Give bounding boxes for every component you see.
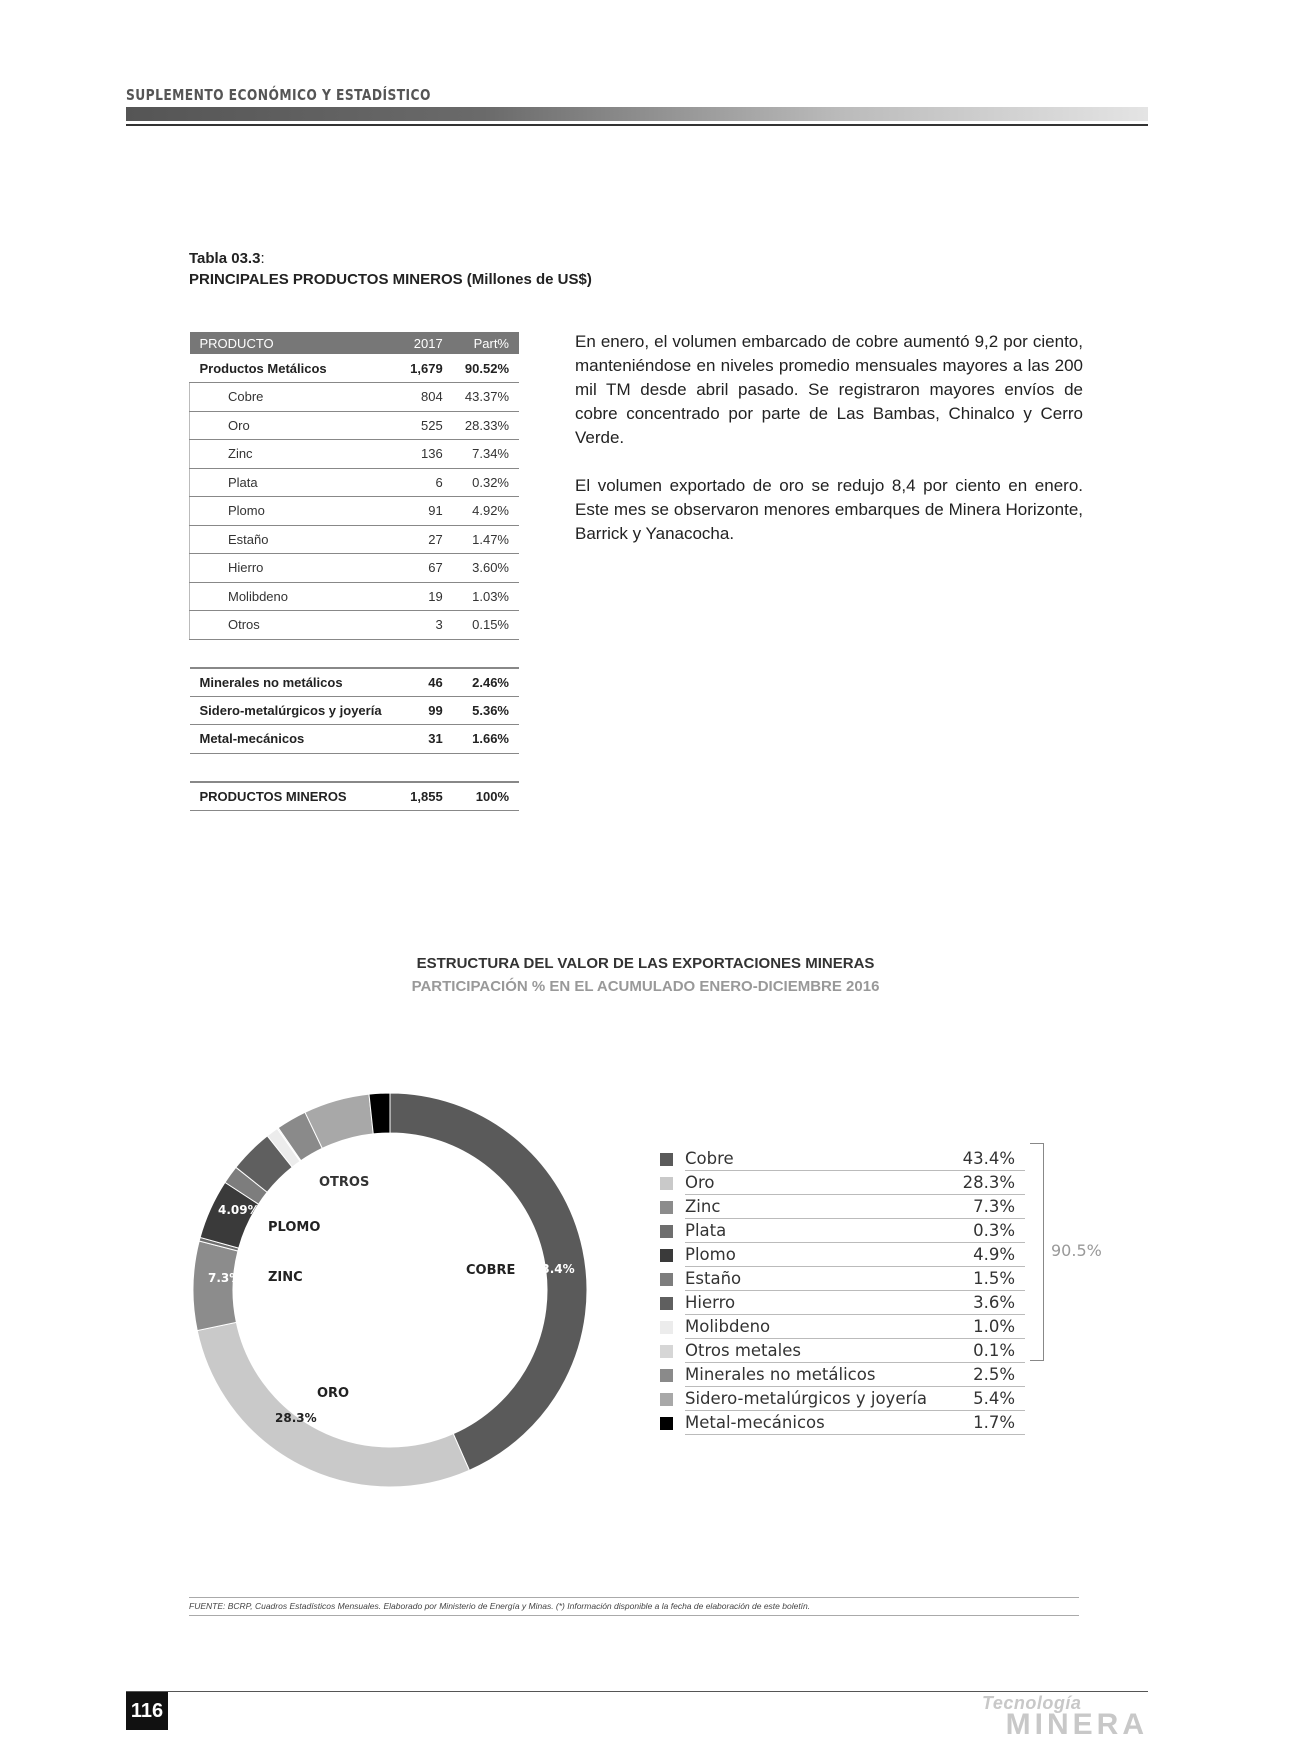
chart-title: ESTRUCTURA DEL VALOR DE LAS EXPORTACIONES MINERAS (416, 955, 875, 972)
table-row: Hierro 67 3.60% (190, 554, 520, 583)
col-header-year: 2017 (398, 332, 452, 354)
legend-item (660, 1315, 1025, 1339)
table-row: Plata 6 0.32% (190, 468, 520, 497)
page-number: 116 (126, 1692, 168, 1730)
source-footnote: FUENTE: BCRP, Cuadros Estadísticos Mensuales. Elaborado por Ministerio de Energía y Minas. (*) Información disponible a la fecha de elaboración de este boletín. (189, 1597, 1079, 1616)
legend-item (660, 1291, 1025, 1315)
legend-label: Metal-mecánicos (685, 1411, 1025, 1435)
table-row: Metal-mecánicos 31 1.66% (190, 725, 520, 754)
legend-label: Hierro (685, 1291, 1025, 1315)
footer-rule (126, 1691, 1148, 1692)
legend-label: Zinc (685, 1195, 1025, 1219)
table-row: Estaño 27 1.47% (190, 525, 520, 554)
legend-value: 4.9% (973, 1245, 1015, 1264)
col-header-part: Part% (453, 332, 519, 354)
legend-value: 0.1% (973, 1341, 1015, 1360)
table-row: Productos Metálicos 1,679 90.52% (190, 354, 520, 383)
donut-label-plomo-pct: 4.09% (218, 1203, 260, 1217)
legend-swatch (660, 1225, 673, 1238)
legend-swatch (660, 1177, 673, 1190)
legend-swatch (660, 1393, 673, 1406)
donut-slice-metal-mec-nicos (369, 1093, 390, 1134)
legend-label: Molibdeno (685, 1315, 1025, 1339)
donut-slice-oro (197, 1322, 469, 1487)
table-header-row (190, 332, 520, 354)
donut-label-oro: ORO (317, 1386, 350, 1401)
table-row: Molibdeno 19 1.03% (190, 582, 520, 611)
legend-value: 28.3% (962, 1173, 1015, 1192)
table-row: Oro 525 28.33% (190, 411, 520, 440)
table-row: Minerales no metálicos 46 2.46% (190, 668, 520, 697)
metals-bracket-label: 90.5% (1051, 1241, 1102, 1260)
legend-value: 7.3% (973, 1197, 1015, 1216)
legend-value: 1.5% (973, 1269, 1015, 1288)
legend-swatch (660, 1369, 673, 1382)
chart-subtitle: PARTICIPACIÓN % EN EL ACUMULADO ENERO-DICIEMBRE 2016 (411, 978, 880, 995)
header-rule (126, 124, 1148, 126)
legend-value: 1.7% (973, 1413, 1015, 1432)
donut-label-oro-pct: 28.3% (275, 1411, 317, 1425)
donut-label-cobre-pct: 43.4% (533, 1262, 575, 1276)
legend-value: 2.5% (973, 1365, 1015, 1384)
legend-label: Plata (685, 1219, 1025, 1243)
donut-slice-cobre (390, 1093, 587, 1470)
legend-item (660, 1267, 1025, 1291)
table-total-row: PRODUCTOS MINEROS 1,855 100% (190, 782, 520, 811)
legend-value: 1.0% (973, 1317, 1015, 1336)
table-spacer-row (190, 639, 520, 668)
legend-item (660, 1387, 1025, 1411)
legend-item (660, 1411, 1025, 1435)
donut-label-cobre: COBRE (466, 1263, 516, 1278)
table-label-suffix: : (260, 250, 265, 267)
legend-swatch (660, 1297, 673, 1310)
legend-swatch (660, 1249, 673, 1262)
donut-label-zinc-pct: 7.3% (208, 1271, 242, 1285)
chart-legend (660, 1147, 1025, 1435)
donut-label-plomo: PLOMO (268, 1220, 321, 1235)
legend-label: Sidero-metalúrgicos y joyería (685, 1387, 1025, 1411)
table-row: Sidero-metalúrgicos y joyería 99 5.36% (190, 696, 520, 725)
body-text (575, 330, 1083, 570)
legend-swatch (660, 1417, 673, 1430)
legend-label: Plomo (685, 1243, 1025, 1267)
donut-chart (190, 1090, 590, 1490)
metals-bracket (1030, 1143, 1044, 1361)
page-header-title: SUPLEMENTO ECONÓMICO Y ESTADÍSTICO (126, 86, 431, 104)
legend-value: 0.3% (973, 1221, 1015, 1240)
legend-item (660, 1243, 1025, 1267)
legend-swatch (660, 1201, 673, 1214)
table-row: Otros 3 0.15% (190, 611, 520, 640)
legend-label: Minerales no metálicos (685, 1363, 1025, 1387)
legend-value: 3.6% (973, 1293, 1015, 1312)
header-gradient-bar (126, 107, 1148, 121)
donut-label-zinc: ZINC (268, 1270, 303, 1285)
legend-swatch (660, 1345, 673, 1358)
table-row: Cobre 804 43.37% (190, 383, 520, 412)
table-label: Tabla 03.3 (189, 250, 261, 267)
legend-label: Cobre (685, 1147, 1025, 1171)
legend-value: 5.4% (973, 1389, 1015, 1408)
table-row: Plomo 91 4.92% (190, 497, 520, 526)
legend-value: 43.4% (962, 1149, 1015, 1168)
paragraph-copper: En enero, el volumen embarcado de cobre aumentó 9,2 por ciento, manteniéndose en niveles promedio mensuales mayores a las 200 mil TM desde abril pasado. Se registraron mayores envíos de cobre concentrado por parte de Las Bambas, Chinalco y Cerro Verde. (575, 332, 1083, 447)
legend-item (660, 1363, 1025, 1387)
donut-label-otros: OTROS (319, 1175, 370, 1190)
table-spacer-row (190, 753, 520, 782)
table-row: Zinc 136 7.34% (190, 440, 520, 469)
legend-item (660, 1171, 1025, 1195)
legend-swatch (660, 1273, 673, 1286)
paragraph-gold: El volumen exportado de oro se redujo 8,4 por ciento en enero. Este mes se observaron menores embarques de Minera Horizonte, Barrick y Yanacocha. (575, 476, 1083, 543)
brand-logo (982, 1694, 1148, 1740)
legend-swatch (660, 1321, 673, 1334)
legend-item (660, 1195, 1025, 1219)
legend-item (660, 1339, 1025, 1363)
legend-label: Estaño (685, 1267, 1025, 1291)
legend-label: Oro (685, 1171, 1025, 1195)
col-header-product: PRODUCTO (190, 332, 399, 354)
brand-logo-big: MINERA (1005, 1708, 1148, 1741)
table-title: PRINCIPALES PRODUCTOS MINEROS (Millones de US$) (189, 271, 592, 288)
donut-slice-zinc (193, 1241, 238, 1331)
legend-item (660, 1219, 1025, 1243)
legend-swatch (660, 1153, 673, 1166)
table-caption (189, 248, 592, 290)
products-table (189, 332, 519, 811)
legend-item (660, 1147, 1025, 1171)
legend-label: Otros metales (685, 1339, 1025, 1363)
brand-logo-small: Tecnología (982, 1693, 1082, 1713)
